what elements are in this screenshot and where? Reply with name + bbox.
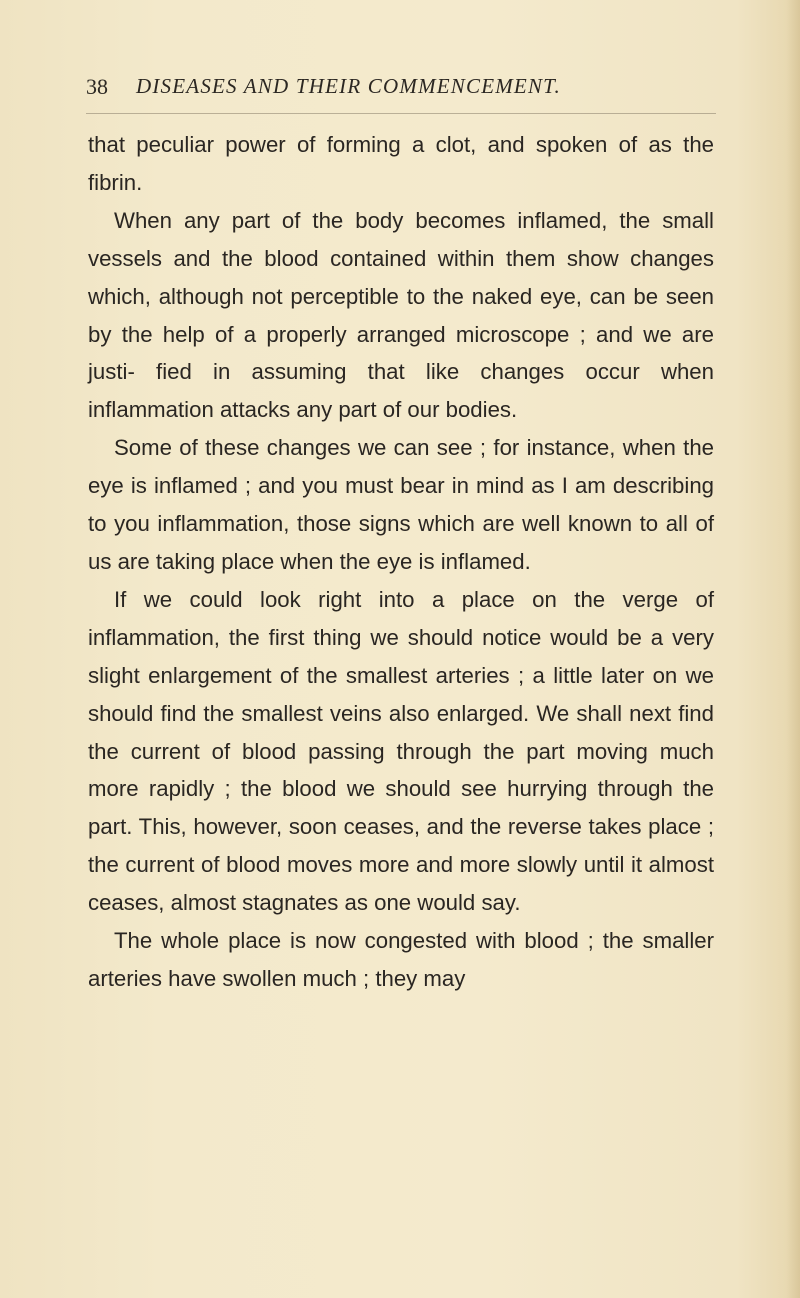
paragraph-2: When any part of the body becomes inflamed, the small vessels and the blood contained within them show changes which, although not perceptible to the naked eye, can be seen by the help of a properly arranged microscope ; and we are justi- fied in assuming that like changes occur when inflammation attacks any part of our bodies.: [88, 207, 714, 423]
body-text: [88, 126, 714, 998]
paragraph-5: The whole place is now congested with blood ; the smaller arteries have swollen much ; they may: [88, 928, 714, 991]
paragraph-3: Some of these changes we can see ; for instance, when the eye is inflamed ; and you must bear in mind as I am describing to you inflammation, those signs which are well known to all of us are taking place when the eye is inflamed.: [88, 435, 714, 574]
page-edge-shadow: [786, 0, 800, 1298]
page-header: [86, 70, 716, 110]
header-rule: [86, 113, 716, 114]
page-number: 38: [86, 74, 108, 99]
paragraph-1: that peculiar power of forming a clot, and spoken of as the fibrin.: [88, 132, 714, 195]
paragraph-4: If we could look right into a place on the verge of inflammation, the first thing we should notice would be a very slight enlargement of the smallest arteries ; a little later on we should find the smallest veins also enlarged. We shall next find the current of blood passing through the part moving much more rapidly ; the blood we should see hurrying through the part. This, however, soon ceases, and the reverse takes place ; the current of blood moves more and more slowly until it almost ceases, almost stagnates as one would say.: [88, 586, 714, 916]
running-title: DISEASES AND THEIR COMMENCEMENT.: [136, 74, 561, 98]
